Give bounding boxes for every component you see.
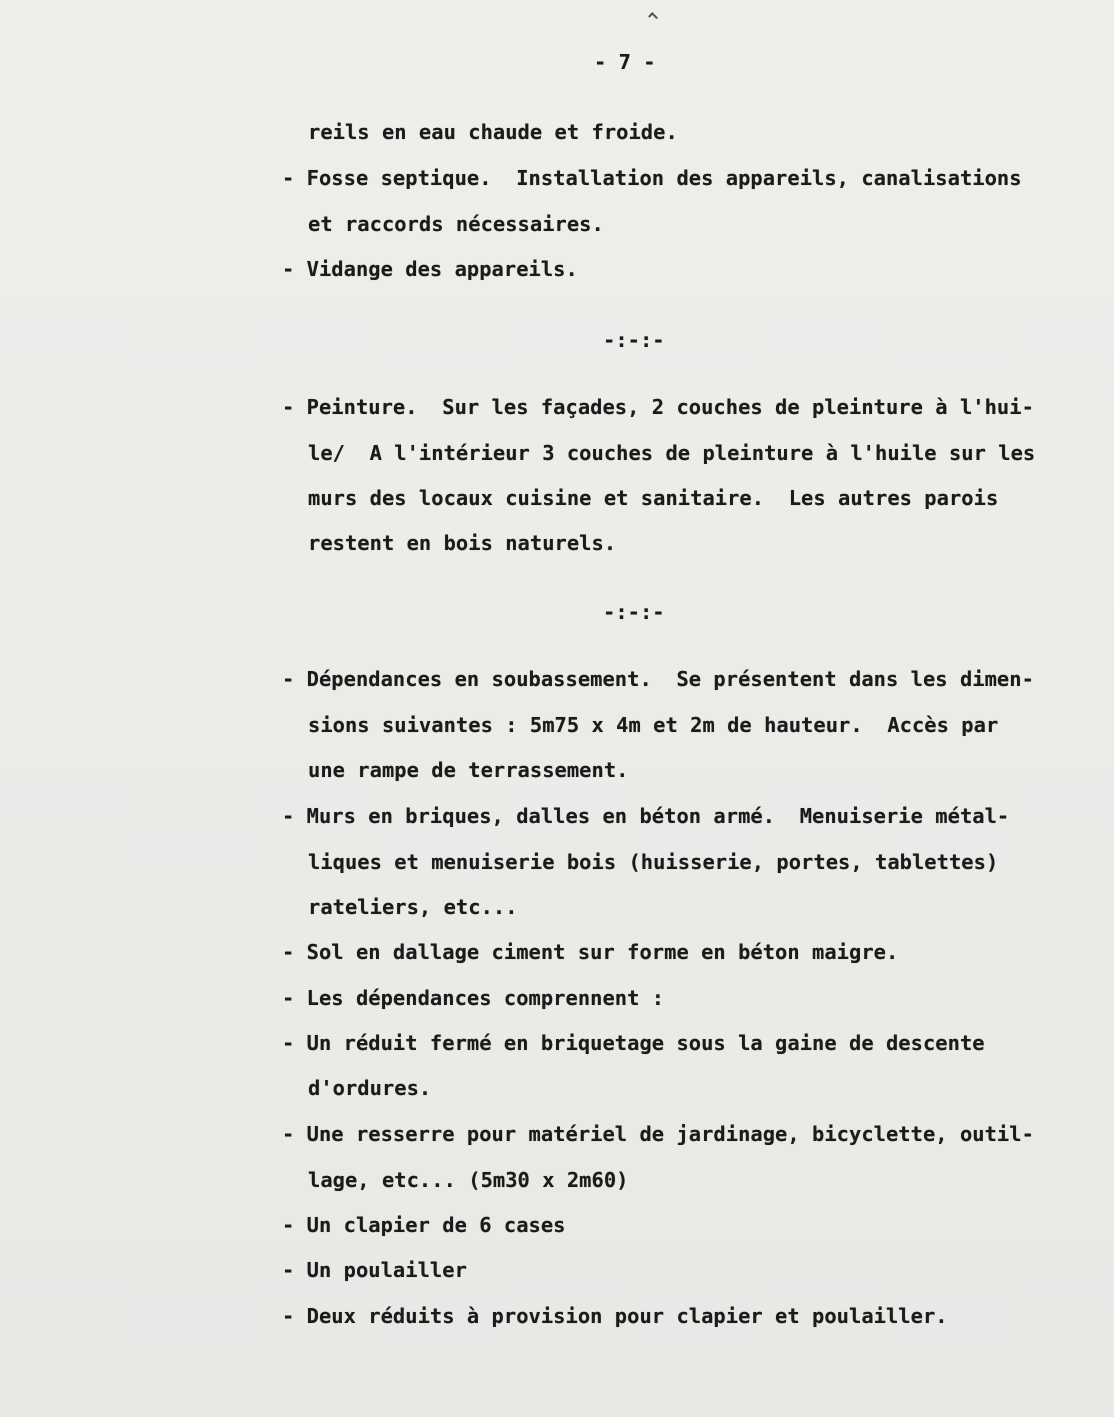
text-line: murs des locaux cuisine et sanitaire. Les autres parois bbox=[308, 486, 999, 510]
text-line: - Un clapier de 6 cases bbox=[282, 1213, 566, 1237]
text-line: rateliers, etc... bbox=[308, 895, 518, 919]
text-line: - Les dépendances comprennent : bbox=[282, 986, 665, 1010]
text-line: - Un poulailler bbox=[282, 1258, 467, 1282]
text-line: liques et menuiserie bois (huisserie, portes, tablettes) bbox=[308, 850, 999, 874]
text-line: lage, etc... (5m30 x 2m60) bbox=[308, 1168, 629, 1192]
text-line: - Sol en dallage ciment sur forme en béton maigre. bbox=[282, 940, 899, 964]
text-line: - Un réduit fermé en briquetage sous la gaine de descente bbox=[282, 1031, 985, 1055]
text-line: une rampe de terrassement. bbox=[308, 758, 629, 782]
text-line: - Peinture. Sur les façades, 2 couches de pleinture à l'hui- bbox=[282, 395, 1034, 419]
caret-mark-icon bbox=[648, 12, 658, 22]
text-line: - Fosse septique. Installation des appareils, canalisations bbox=[282, 166, 1022, 190]
section-separator: -:-:- bbox=[603, 600, 665, 624]
text-line: restent en bois naturels. bbox=[308, 531, 617, 555]
text-line: - Deux réduits à provision pour clapier et poulailler. bbox=[282, 1304, 948, 1328]
text-line: - Une resserre pour matériel de jardinage, bicyclette, outil- bbox=[282, 1122, 1034, 1146]
section-separator: -:-:- bbox=[603, 328, 665, 352]
text-line: et raccords nécessaires. bbox=[308, 212, 604, 236]
text-line: - Dépendances en soubassement. Se présentent dans les dimen- bbox=[282, 667, 1034, 691]
text-line: - Vidange des appareils. bbox=[282, 257, 578, 281]
page-number: - 7 - bbox=[594, 50, 656, 74]
text-line: reils en eau chaude et froide. bbox=[308, 120, 678, 144]
text-line: le/ A l'intérieur 3 couches de pleinture à l'huile sur les bbox=[308, 441, 1036, 465]
text-line: d'ordures. bbox=[308, 1076, 432, 1100]
text-line: sions suivantes : 5m75 x 4m et 2m de hauteur. Accès par bbox=[308, 713, 999, 737]
text-line: - Murs en briques, dalles en béton armé. Menuiserie métal- bbox=[282, 804, 1010, 828]
